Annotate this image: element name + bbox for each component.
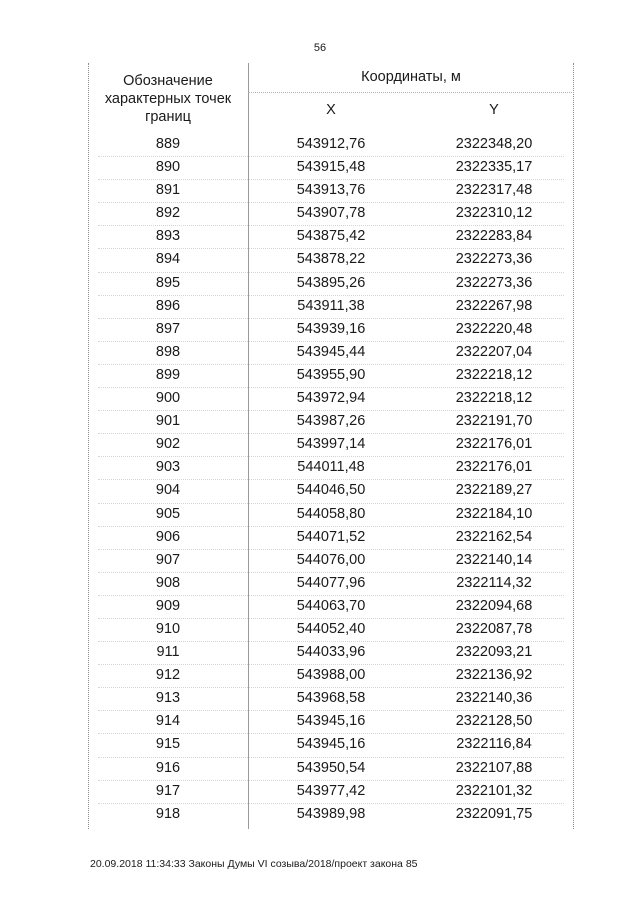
- header-coordinates: Координаты, м: [361, 69, 461, 85]
- y-coordinate-cell: 2322107,88: [455, 759, 533, 776]
- x-coordinate-cell: 544063,70: [296, 597, 366, 614]
- table-body: [88, 133, 574, 826]
- point-id-cell: 892: [155, 205, 181, 222]
- table-row: [88, 526, 574, 549]
- header-point-label: [88, 72, 248, 126]
- table-row: [88, 572, 574, 595]
- y-coordinate-cell: 2322087,78: [455, 620, 533, 637]
- table-row: [88, 641, 574, 664]
- y-coordinate-cell: 2322140,36: [455, 690, 533, 707]
- x-coordinate-cell: 543968,58: [296, 690, 366, 707]
- table-row: [88, 202, 574, 225]
- x-coordinate-cell: 543989,98: [296, 805, 366, 822]
- point-id-cell: 903: [155, 459, 181, 476]
- point-id-cell: 891: [155, 182, 181, 199]
- point-id-cell: 905: [155, 505, 181, 522]
- y-coordinate-cell: 2322191,70: [455, 413, 533, 430]
- y-coordinate-cell: 2322207,04: [455, 343, 533, 360]
- y-coordinate-cell: 2322128,50: [455, 713, 533, 730]
- x-coordinate-cell: 543907,78: [296, 205, 366, 222]
- point-id-cell: 907: [155, 551, 181, 568]
- x-coordinate-cell: 543875,42: [296, 228, 366, 245]
- table-row: [88, 733, 574, 756]
- y-coordinate-cell: 2322136,92: [455, 667, 533, 684]
- point-id-cell: 917: [155, 782, 181, 799]
- x-coordinate-cell: 544058,80: [296, 505, 366, 522]
- y-coordinate-cell: 2322101,32: [455, 782, 533, 799]
- point-id-cell: 901: [155, 413, 181, 430]
- x-coordinate-cell: 543987,26: [296, 413, 366, 430]
- point-id-cell: 906: [155, 528, 181, 545]
- point-id-cell: 896: [155, 297, 181, 314]
- coordinates-table: [88, 63, 574, 829]
- point-id-cell: 898: [155, 343, 181, 360]
- y-coordinate-cell: 2322348,20: [455, 136, 533, 152]
- table-row: [88, 272, 574, 295]
- table-row: [88, 479, 574, 502]
- table-row: [88, 618, 574, 641]
- y-coordinate-cell: 2322283,84: [455, 228, 533, 245]
- point-id-cell: 900: [155, 390, 181, 407]
- point-id-cell: 913: [155, 690, 181, 707]
- x-coordinate-cell: 543950,54: [296, 759, 366, 776]
- point-id-cell: 910: [155, 620, 181, 637]
- x-coordinate-cell: 544033,96: [296, 644, 366, 661]
- x-coordinate-cell: 543911,38: [297, 297, 365, 314]
- y-coordinate-cell: 2322176,01: [455, 459, 533, 476]
- point-id-cell: 918: [155, 805, 181, 822]
- table-row: [88, 595, 574, 618]
- point-id-cell: 908: [155, 574, 181, 591]
- x-coordinate-cell: 543955,90: [296, 366, 366, 383]
- y-coordinate-cell: 2322184,10: [455, 505, 533, 522]
- y-coordinate-cell: 2322093,21: [455, 644, 533, 661]
- table-row: [88, 757, 574, 780]
- point-id-cell: 911: [156, 644, 180, 661]
- point-id-cell: 890: [155, 159, 181, 176]
- x-coordinate-cell: 543913,76: [296, 182, 366, 199]
- point-id-cell: 914: [155, 713, 181, 730]
- table-row: [88, 803, 574, 826]
- table-row: [88, 664, 574, 687]
- y-coordinate-cell: 2322091,75: [455, 805, 533, 822]
- point-id-cell: 893: [155, 228, 181, 245]
- x-coordinate-cell: 543988,00: [296, 667, 366, 684]
- x-coordinate-cell: 544011,48: [297, 459, 365, 476]
- point-id-cell: 904: [155, 482, 181, 499]
- header-x: X: [326, 102, 336, 118]
- x-coordinate-cell: 543912,76: [296, 136, 366, 152]
- table-row: [88, 710, 574, 733]
- table-row: [88, 225, 574, 248]
- table-row: [88, 433, 574, 456]
- y-coordinate-cell: 2322176,01: [455, 436, 533, 453]
- header-divider: [248, 92, 574, 93]
- point-id-cell: 889: [155, 136, 181, 152]
- y-coordinate-cell: 2322273,36: [455, 251, 533, 268]
- x-coordinate-cell: 543895,26: [296, 274, 366, 291]
- x-coordinate-cell: 544052,40: [296, 620, 366, 637]
- page-number: 56: [313, 42, 327, 54]
- point-id-cell: 899: [155, 366, 181, 383]
- table-row: [88, 387, 574, 410]
- x-coordinate-cell: 543945,16: [296, 736, 366, 753]
- x-coordinate-cell: 543997,14: [296, 436, 366, 453]
- x-coordinate-cell: 544077,96: [296, 574, 366, 591]
- y-coordinate-cell: 2322220,48: [455, 320, 533, 337]
- x-coordinate-cell: 543939,16: [296, 320, 366, 337]
- x-coordinate-cell: 543945,16: [296, 713, 366, 730]
- x-coordinate-cell: 543878,22: [296, 251, 366, 268]
- y-coordinate-cell: 2322317,48: [455, 182, 533, 199]
- y-coordinate-cell: 2322114,32: [456, 574, 532, 591]
- x-coordinate-cell: 544076,00: [296, 551, 366, 568]
- table-row: [88, 341, 574, 364]
- y-coordinate-cell: 2322116,84: [456, 736, 532, 753]
- header-point-label-line: характерных точек: [104, 91, 232, 107]
- table-row: [88, 410, 574, 433]
- table-row: [88, 364, 574, 387]
- y-coordinate-cell: 2322267,98: [455, 297, 533, 314]
- y-coordinate-cell: 2322094,68: [455, 597, 533, 614]
- x-coordinate-cell: 544046,50: [296, 482, 366, 499]
- point-id-cell: 912: [155, 667, 181, 684]
- table-row: [88, 503, 574, 526]
- point-id-cell: 895: [155, 274, 181, 291]
- point-id-cell: 902: [155, 436, 181, 453]
- y-coordinate-cell: 2322335,17: [455, 159, 533, 176]
- table-row: [88, 248, 574, 271]
- header-point-label-line: границ: [145, 109, 191, 125]
- table-row: [88, 295, 574, 318]
- y-coordinate-cell: 2322218,12: [455, 366, 533, 383]
- table-row: [88, 179, 574, 202]
- point-id-cell: 916: [155, 759, 181, 776]
- footer-note: 20.09.2018 11:34:33 Законы Думы VI созыва/2018/проект закона 85: [90, 858, 418, 870]
- x-coordinate-cell: 543977,42: [296, 782, 366, 799]
- x-coordinate-cell: 543945,44: [296, 343, 366, 360]
- point-id-cell: 894: [155, 251, 181, 268]
- y-coordinate-cell: 2322273,36: [455, 274, 533, 291]
- y-coordinate-cell: 2322218,12: [455, 390, 533, 407]
- point-id-cell: 915: [155, 736, 181, 753]
- x-coordinate-cell: 544071,52: [296, 528, 366, 545]
- table-row: [88, 780, 574, 803]
- point-id-cell: 909: [155, 597, 181, 614]
- y-coordinate-cell: 2322162,54: [455, 528, 533, 545]
- x-coordinate-cell: 543972,94: [296, 390, 366, 407]
- table-row: [88, 133, 574, 156]
- table-row: [88, 549, 574, 572]
- table-row: [88, 156, 574, 179]
- y-coordinate-cell: 2322189,27: [455, 482, 533, 499]
- table-row: [88, 687, 574, 710]
- y-coordinate-cell: 2322140,14: [455, 551, 533, 568]
- x-coordinate-cell: 543915,48: [296, 159, 366, 176]
- y-coordinate-cell: 2322310,12: [455, 205, 533, 222]
- table-row: [88, 318, 574, 341]
- header-point-label-line: Обозначение: [123, 73, 213, 89]
- header-y: Y: [489, 102, 499, 118]
- table-row: [88, 456, 574, 479]
- point-id-cell: 897: [155, 320, 181, 337]
